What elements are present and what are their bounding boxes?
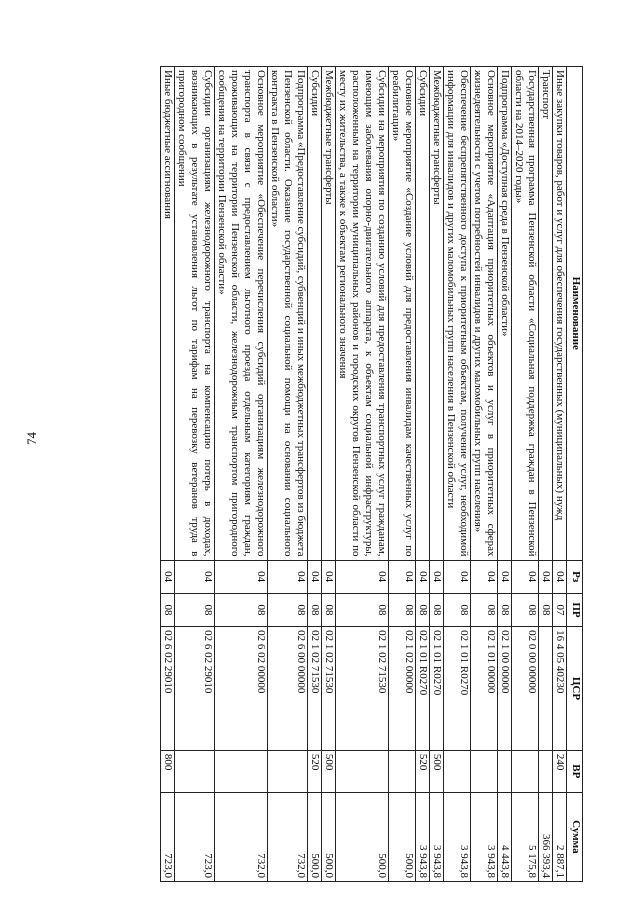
cell-name: Основное мероприятие «Адаптация приоритетных объектов и услуг в приоритетных сферах жизнедеятельности с учетом потребностей инвалидов и других маломобильных групп населения» xyxy=(471,67,498,561)
table-row xyxy=(539,67,553,882)
table-row xyxy=(416,67,430,882)
cell-rz: 04 xyxy=(444,560,471,593)
cell-csr: 02 1 01 00000 xyxy=(471,627,498,751)
cell-rz: 04 xyxy=(268,560,308,593)
table-row xyxy=(430,67,444,882)
table-row xyxy=(175,67,215,882)
cell-name: Государственная программа Пензенской области «Социальная поддержка граждан в Пензенской области на 2014–2020 годы» xyxy=(512,67,539,561)
cell-rz: 04 xyxy=(175,560,215,593)
cell-csr: 02 1 02 00000 xyxy=(389,627,416,751)
cell-name: Субсидии организациям железнодорожного транспорта на компенсацию потерь в доходах, возникающих в результате установления льгот по тарифам на перевозку ветеранов труда в пригородном сообщении xyxy=(175,67,215,561)
cell-csr: 02 1 02 71530 xyxy=(336,627,389,751)
cell-name: Обеспечение беспрепятственного доступа к приоритетным объектам, получение услуг, необходимой информации для инвалидов и других маломобильных групп населения в Пензенской области xyxy=(444,67,471,561)
table-row xyxy=(215,67,268,882)
cell-csr: 02 1 01 R0270 xyxy=(444,627,471,751)
table-row xyxy=(161,67,175,882)
cell-name: Транспорт xyxy=(539,67,553,561)
cell-sum: 3 943,8 xyxy=(416,792,430,881)
cell-vr xyxy=(444,750,471,792)
cell-vr xyxy=(268,750,308,792)
table-row xyxy=(444,67,471,882)
cell-rz: 04 xyxy=(322,560,336,593)
table-row xyxy=(268,67,308,882)
cell-name: Иные бюджетные ассигнования xyxy=(161,67,175,561)
cell-pr: 08 xyxy=(512,593,539,626)
cell-vr xyxy=(471,750,498,792)
cell-csr: 02 1 01 R0270 xyxy=(416,627,430,751)
cell-rz: 04 xyxy=(389,560,416,593)
cell-sum: 3 943,8 xyxy=(471,792,498,881)
table-row xyxy=(336,67,389,882)
cell-rz: 04 xyxy=(539,560,553,593)
cell-vr xyxy=(175,750,215,792)
cell-sum: 500,0 xyxy=(336,792,389,881)
cell-sum: 500,0 xyxy=(322,792,336,881)
cell-sum: 5 175,8 xyxy=(512,792,539,881)
cell-name: Основное мероприятие «Создание условий для предоставления инвалидам качественных услуг по реабилитации» xyxy=(389,67,416,561)
table-body xyxy=(161,67,567,882)
table-row xyxy=(498,67,512,882)
cell-name: Субсидии xyxy=(308,67,322,561)
cell-vr xyxy=(215,750,268,792)
cell-pr: 08 xyxy=(215,593,268,626)
cell-pr: 08 xyxy=(498,593,512,626)
cell-pr: 08 xyxy=(268,593,308,626)
cell-name: Подпрограмма «Доступная среда в Пензенской области» xyxy=(498,67,512,561)
table-row xyxy=(322,67,336,882)
cell-vr: 520 xyxy=(308,750,322,792)
cell-vr xyxy=(512,750,539,792)
cell-name: Подпрограмма «Предоставление субсидий, субвенций и иных межбюджетных трансфертов из бюджета Пензенской области. Оказание государственной социальной помощи на основании социального контракта в Пензенской области» xyxy=(268,67,308,561)
table-row xyxy=(553,67,567,882)
cell-pr: 08 xyxy=(161,593,175,626)
cell-csr: 02 6 02 29010 xyxy=(175,627,215,751)
cell-vr: 500 xyxy=(430,750,444,792)
cell-csr: 16 4 05 40230 xyxy=(553,627,567,751)
header-sum: Сумма xyxy=(567,792,583,881)
cell-csr: 02 1 00 00000 xyxy=(498,627,512,751)
cell-name: Иные закупки товаров, работ и услуг для обеспечения государственных (муниципальных) нужд xyxy=(553,67,567,561)
cell-csr: 02 1 02 71530 xyxy=(308,627,322,751)
cell-rz: 04 xyxy=(336,560,389,593)
cell-vr xyxy=(336,750,389,792)
cell-name: Межбюджетные трансферты xyxy=(322,67,336,561)
cell-sum: 3 943,8 xyxy=(430,792,444,881)
cell-name: Основное мероприятие «Обеспечение перечисления субсидий организациям железнодорожного транспорта в связи с предоставлением льготного проезда отдельным категориям граждан, проживающих на территории Пензенской области, железнодорожным транспортом пригородного сообщения на территории Пензенской области» xyxy=(215,67,268,561)
cell-pr: 08 xyxy=(322,593,336,626)
cell-pr: 07 xyxy=(553,593,567,626)
cell-pr: 08 xyxy=(444,593,471,626)
cell-csr: 02 1 02 71530 xyxy=(322,627,336,751)
cell-rz: 04 xyxy=(498,560,512,593)
header-csr: ЦСР xyxy=(567,627,583,751)
header-name: Наименование xyxy=(567,67,583,561)
cell-pr: 08 xyxy=(471,593,498,626)
table-header-row xyxy=(567,67,583,882)
cell-csr: 02 0 00 00000 xyxy=(512,627,539,751)
cell-csr xyxy=(539,627,553,751)
budget-table xyxy=(160,66,583,882)
cell-rz: 04 xyxy=(471,560,498,593)
cell-sum: 723,0 xyxy=(161,792,175,881)
cell-rz: 04 xyxy=(215,560,268,593)
cell-csr: 02 6 00 00000 xyxy=(268,627,308,751)
cell-rz: 04 xyxy=(416,560,430,593)
cell-rz: 04 xyxy=(161,560,175,593)
cell-vr: 500 xyxy=(322,750,336,792)
header-pr: ПР xyxy=(567,593,583,626)
cell-vr xyxy=(389,750,416,792)
cell-pr: 08 xyxy=(539,593,553,626)
cell-csr: 02 6 02 29010 xyxy=(161,627,175,751)
cell-sum: 500,0 xyxy=(308,792,322,881)
header-vr: ВР xyxy=(567,750,583,792)
header-rz: Рз xyxy=(567,560,583,593)
cell-csr: 02 6 02 00000 xyxy=(215,627,268,751)
cell-vr xyxy=(498,750,512,792)
cell-pr: 08 xyxy=(416,593,430,626)
cell-sum: 3 943,8 xyxy=(444,792,471,881)
cell-name: Межбюджетные трансферты xyxy=(430,67,444,561)
table-row xyxy=(308,67,322,882)
table-row xyxy=(471,67,498,882)
table-row xyxy=(389,67,416,882)
page-number: 74 xyxy=(24,432,39,445)
cell-sum: 4 443,8 xyxy=(498,792,512,881)
cell-pr: 08 xyxy=(430,593,444,626)
cell-rz: 04 xyxy=(308,560,322,593)
cell-vr: 520 xyxy=(416,750,430,792)
cell-sum: 732,0 xyxy=(215,792,268,881)
table-row xyxy=(512,67,539,882)
cell-rz: 04 xyxy=(430,560,444,593)
rotated-page-content xyxy=(77,66,583,882)
cell-sum: 723,0 xyxy=(175,792,215,881)
cell-rz: 04 xyxy=(553,560,567,593)
cell-sum: 2 887,1 xyxy=(553,792,567,881)
cell-name: Субсидии xyxy=(416,67,430,561)
cell-sum: 732,0 xyxy=(268,792,308,881)
cell-vr: 240 xyxy=(553,750,567,792)
cell-pr: 08 xyxy=(336,593,389,626)
cell-csr: 02 1 01 R0270 xyxy=(430,627,444,751)
cell-sum: 366 393,4 xyxy=(539,792,553,881)
cell-pr: 08 xyxy=(308,593,322,626)
cell-rz: 04 xyxy=(512,560,539,593)
cell-pr: 08 xyxy=(175,593,215,626)
cell-sum: 500,0 xyxy=(389,792,416,881)
cell-vr: 800 xyxy=(161,750,175,792)
cell-name: Субсидии на мероприятия по созданию условий для предоставления транспортных услуг гражданам, имеющим заболевания опорно-двигательного аппарата, к объектам социальной инфраструктуры, расположенным на территории муниципальных районов и городских округов Пензенской области по месту их жительства, а также к объектам регионального значения xyxy=(336,67,389,561)
cell-pr: 08 xyxy=(389,593,416,626)
cell-vr xyxy=(539,750,553,792)
